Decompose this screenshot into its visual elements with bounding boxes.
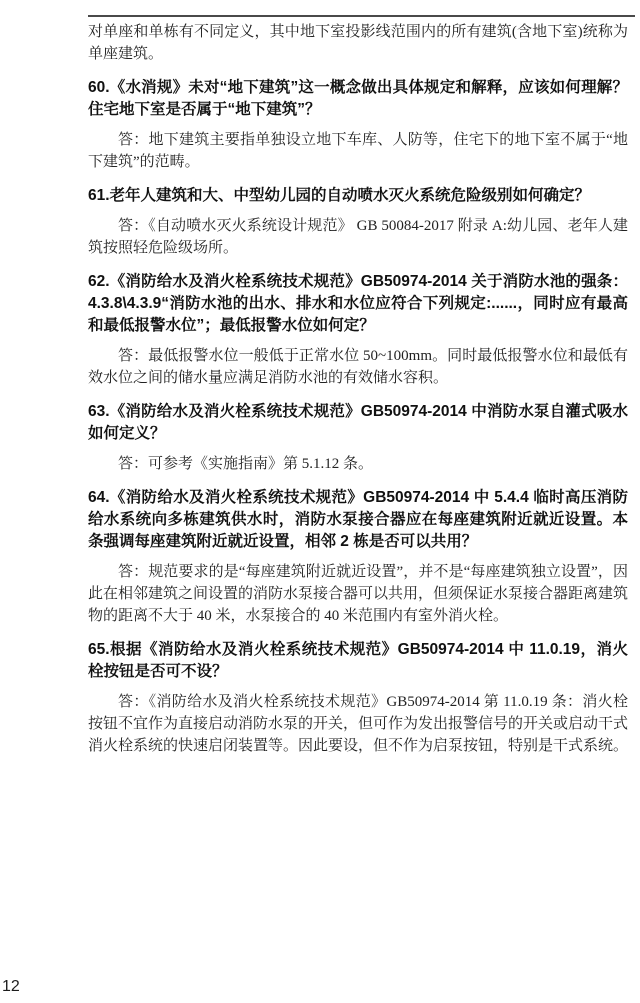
answer-60: 答：地下建筑主要指单独设立地下车库、人防等，住宅下的地下室不属于“地下建筑”的范畴。 [88, 132, 628, 170]
question-64: 64.《消防给水及消火栓系统技术规范》GB50974-2014 中 5.4.4 临时高压消防给水系统向多栋建筑供水时，消防水泵接合器应在每座建筑附近就近设置。本条强调每座建筑附近就近设置，相邻 2 栋是否可以共用？ [88, 489, 628, 550]
question-62: 62.《消防给水及消火栓系统技术规范》GB50974-2014 关于消防水池的强条：4.3.8\4.3.9“消防水池的出水、排水和水位应符合下列规定:......，同时应有最高和最低报警水位”；最低报警水位如何定？ [88, 273, 628, 334]
answer-61: 答：《自动喷水灭火系统设计规范》 GB 50084-2017 附录 A:幼儿园、老年人建筑按照轻危险级场所。 [88, 218, 628, 256]
answer-64: 答：规范要求的是“每座建筑附近就近设置”，并不是“每座建筑独立设置”，因此在相邻建筑之间设置的消防水泵接合器可以共用，但须保证水泵接合器距离建筑物的距离不大于 40 米，水泵接合的 40 米范围内有室外消火栓。 [88, 564, 629, 624]
question-65: 65.根据《消防给水及消火栓系统技术规范》GB50974-2014 中 11.0.19，消火栓按钮是否可不设？ [88, 641, 628, 680]
answer-62: 答：最低报警水位一般低于正常水位 50~100mm。同时最低报警水位和最低有效水位之间的储水量应满足消防水池的有效储水容积。 [88, 348, 628, 386]
question-60: 60.《水消规》未对“地下建筑”这一概念做出具体规定和解释，应该如何理解？住宅地下室是否属于“地下建筑”？ [88, 79, 628, 118]
answer-65: 答：《消防给水及消火栓系统技术规范》GB50974-2014 第 11.0.19 条：消火栓按钮不宜作为直接启动消防水泵的开关，但可作为发出报警信号的开关或启动干式消火栓系统的快速启闭装置等。因此要设，但不作为启泵按钮，特别是干式系统。 [88, 694, 629, 754]
question-61: 61.老年人建筑和大、中型幼儿园的自动喷水灭火系统危险级别如何确定？ [88, 187, 591, 204]
continuation-paragraph: 对单座和单栋有不同定义，其中地下室投影线范围内的所有建筑(含地下室)统称为单座建筑。 [88, 24, 628, 62]
divider-rule [88, 15, 635, 17]
answer-63: 答：可参考《实施指南》第 5.1.12 条。 [118, 456, 374, 472]
question-63: 63.《消防给水及消火栓系统技术规范》GB50974-2014 中消防水泵自灌式吸水如何定义？ [88, 403, 628, 442]
page-content [88, 21, 628, 757]
page-number: 12 [2, 978, 20, 995]
